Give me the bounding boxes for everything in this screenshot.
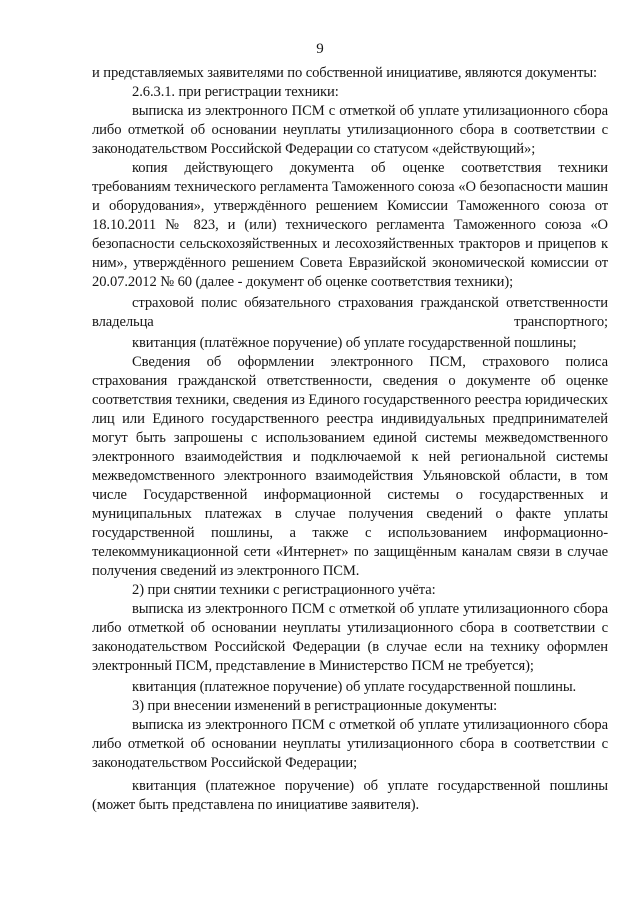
paragraph-changes-duty-receipt: квитанция (платежное поручение) об уплате государственной пошлины (может быть представлена по инициативе заявителя).: [92, 778, 608, 813]
paragraph-conformity-document: копия действующего документа об оценке соответствия техники требованиям технического регламента Таможенного союза «О безопасности машин и оборудования», утверждённого решением Комиссии Таможенного союза от 18.10.2011 № 823, и (или) технического регламента Таможенного союза «О безопасности сельскохозяйственных и лесохозяйственных тракторов и прицепов к ним», утверждённого решением Совета Евразийской экономической комиссии от 20.07.2012 № 60 (далее - документ об оценке соответствия техники);: [92, 160, 608, 290]
paragraph-deregistration-duty-receipt: квитанция (платежное поручение) об уплате государственной пошлины.: [132, 679, 577, 695]
document-body: [92, 64, 608, 815]
paragraph-changes-heading: 3) при внесении изменений в регистрационные документы:: [132, 698, 498, 714]
page-number: 9: [316, 41, 324, 57]
paragraph-insurance-policy: страховой полис обязательного страхования гражданской ответственности владельца транспортного;: [92, 295, 608, 330]
paragraph-deregistration-heading: 2) при снятии техники с регистрационного учёта:: [132, 582, 436, 598]
paragraph-changes-psm-extract: выписка из электронного ПСМ с отметкой об уплате утилизационного сбора либо отметкой об основании неуплаты утилизационного сбора в соответствии с законодательством Российской Федерации;: [92, 717, 608, 771]
paragraph-psm-extract: выписка из электронного ПСМ с отметкой об уплате утилизационного сбора либо отметкой об основании неуплаты утилизационного сбора в соответствии с законодательством Российской Федерации со статусом «действующий»;: [92, 103, 608, 157]
paragraph-deregistration-psm-extract: выписка из электронного ПСМ с отметкой об уплате утилизационного сбора либо отметкой об основании неуплаты утилизационного сбора в соответствии с законодательством Российской Федерации (в случае если на технику оформлен электронный ПСМ, представление в Министерство ПСМ не требуется);: [92, 601, 608, 674]
paragraph-section-2-6-3-1: 2.6.3.1. при регистрации техники:: [132, 84, 339, 100]
paragraph-intro: и представляемых заявителями по собственной инициативе, являются документы:: [92, 65, 598, 81]
paragraph-duty-receipt: квитанция (платёжное поручение) об уплате государственной пошлины;: [132, 335, 577, 351]
paragraph-interagency-info: Сведения об оформлении электронного ПСМ, страхового полиса страхования гражданской ответственности, сведения о документе об оценке соответствия техники, сведения из Единого государственного реестра юридических лиц или Единого государственного реестра индивидуальных предпринимателей могут быть запрошены с использованием единой системы межведомственного электронного взаимодействия и подключаемой к ней региональной системы межведомственного электронного взаимодействия Ульяновской области, в том числе Государственной информационной системы о государственных и муниципальных платежах в случае получения сведений о факте уплаты государственной пошлины, а также с использованием информационно-телекоммуникационной сети «Интернет» по защищённым каналам связи в случае получения сведений из электронного ПСМ.: [92, 354, 608, 579]
